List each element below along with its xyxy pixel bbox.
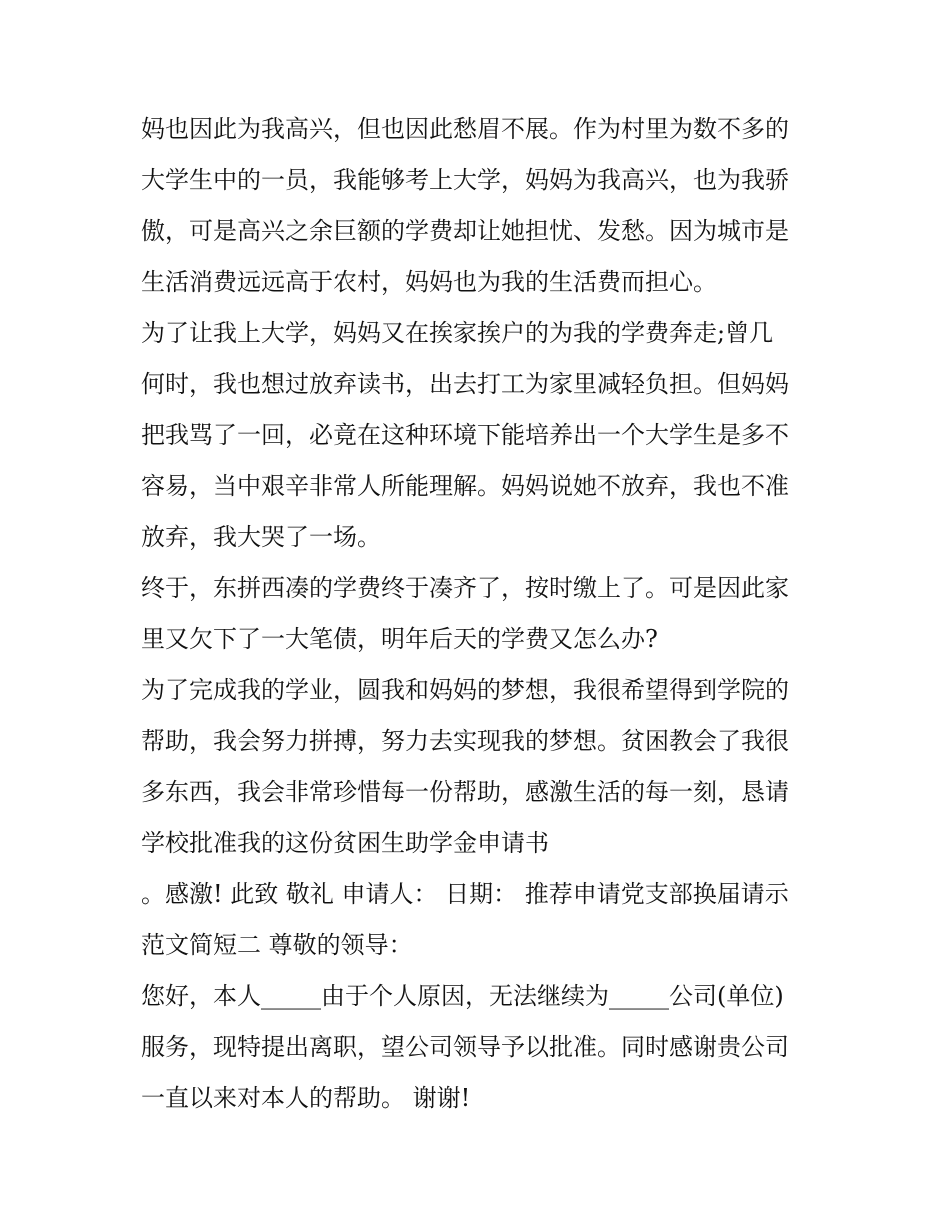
- text-line: 放弃，我大哭了一场。: [141, 523, 381, 551]
- text-line: 妈也因此为我高兴，但也因此愁眉不展。作为村里为数不多的: [141, 115, 789, 143]
- body-text: [141, 104, 821, 1124]
- text-line: 里又欠下了一大笔债，明年后天的学费又怎么办?: [141, 625, 658, 653]
- text-line: 为了完成我的学业，圆我和妈妈的梦想，我很希望得到学院的: [141, 676, 789, 704]
- text-line: 您好，本人_____由于个人原因，无法继续为_____公司(单位): [141, 982, 784, 1010]
- text-line: 一直以来对本人的帮助。 谢谢!: [141, 1084, 471, 1112]
- text-line: 服务，现特提出离职，望公司领导予以批准。同时感谢贵公司: [141, 1033, 789, 1061]
- text-line: 容易，当中艰辛非常人所能理解。妈妈说她不放弃，我也不准: [141, 472, 789, 500]
- text-line: 学校批准我的这份贫困生助学金申请书: [141, 829, 549, 857]
- text-line: 傲，可是高兴之余巨额的学费却让她担忧、发愁。因为城市是: [141, 217, 789, 245]
- text-line: 何时，我也想过放弃读书，出去打工为家里减轻负担。但妈妈: [141, 370, 789, 398]
- text-line: 把我骂了一回，必竟在这种环境下能培养出一个大学生是多不: [141, 421, 789, 449]
- text-line: 。感激! 此致 敬礼 申请人： 日期： 推荐申请党支部换届请示: [141, 880, 789, 908]
- text-line: 多东西，我会非常珍惜每一份帮助，感激生活的每一刻，恳请: [141, 778, 789, 806]
- text-line: 范文简短二 尊敬的领导：: [141, 931, 413, 959]
- text-line: 大学生中的一员，我能够考上大学，妈妈为我高兴，也为我骄: [141, 166, 789, 194]
- text-line: 生活消费远远高于农村，妈妈也为我的生活费而担心。: [141, 268, 717, 296]
- text-line: 帮助，我会努力拼搏，努力去实现我的梦想。贫困教会了我很: [141, 727, 789, 755]
- text-line: 为了让我上大学，妈妈又在挨家挨户的为我的学费奔走;曾几: [141, 319, 774, 347]
- text-line: 终于，东拼西凑的学费终于凑齐了，按时缴上了。可是因此家: [141, 574, 789, 602]
